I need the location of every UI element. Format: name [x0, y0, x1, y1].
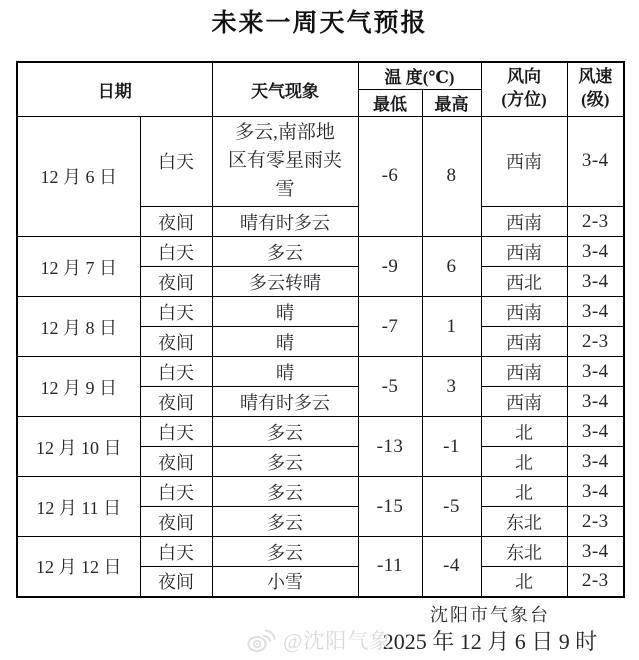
watermark-handle: @沈阳气象 — [283, 629, 392, 653]
temp-max-cell: -4 — [422, 537, 481, 597]
weather-cell: 晴 — [212, 297, 358, 327]
wind-direction-cell: 西南 — [481, 387, 567, 417]
page-title: 未来一周天气预报 — [211, 10, 428, 37]
wind-speed-cell: 3-4 — [567, 237, 624, 267]
header-temperature: 温 度(℃) — [358, 62, 481, 89]
period-cell: 夜间 — [140, 567, 212, 597]
watermark — [246, 625, 391, 655]
date-cell: 12 月 6 日 — [17, 116, 140, 237]
period-cell: 夜间 — [140, 207, 212, 237]
row-dec11-day — [17, 477, 624, 507]
temp-max-cell: -5 — [422, 477, 481, 537]
wind-direction-cell: 北 — [481, 447, 567, 477]
issue-datetime: 2025 年 12 月 6 日 9 时 — [382, 629, 598, 654]
header-wind-direction — [481, 62, 567, 116]
temp-max-cell: 8 — [422, 116, 481, 237]
weather-cell: 多云转晴 — [212, 267, 358, 297]
wind-speed-cell: 2-3 — [567, 567, 624, 597]
weather-cell: 多云 — [212, 477, 358, 507]
wind-speed-cell: 2-3 — [567, 327, 624, 357]
wind-direction-cell: 东北 — [481, 537, 567, 567]
date-cell: 12 月 10 日 — [17, 417, 140, 477]
weather-cell: 多云 — [212, 447, 358, 477]
date-cell: 12 月 8 日 — [17, 297, 140, 357]
temp-min-cell: -6 — [358, 116, 422, 237]
period-cell: 白天 — [140, 237, 212, 267]
period-cell: 夜间 — [140, 327, 212, 357]
weather-cell: 多云 — [212, 507, 358, 537]
header-wind-direction-line1: 风向 — [507, 67, 542, 87]
header-wind-speed-line2: (级) — [581, 90, 610, 110]
temp-min-cell: -5 — [358, 357, 422, 417]
row-dec7-day — [17, 237, 624, 267]
date-cell: 12 月 7 日 — [17, 237, 140, 297]
temp-min-cell: -15 — [358, 477, 422, 537]
wind-direction-cell: 西南 — [481, 116, 567, 207]
period-cell: 夜间 — [140, 447, 212, 477]
period-cell: 白天 — [140, 477, 212, 507]
weather-cell: 晴 — [212, 357, 358, 387]
header-temp-min: 最低 — [358, 89, 422, 116]
wind-speed-cell: 3-4 — [567, 387, 624, 417]
wind-speed-cell: 3-4 — [567, 447, 624, 477]
weather-cell: 小雪 — [212, 567, 358, 597]
period-cell: 白天 — [140, 537, 212, 567]
wind-speed-cell: 3-4 — [567, 297, 624, 327]
wind-direction-cell: 西北 — [481, 267, 567, 297]
wind-speed-cell: 3-4 — [567, 116, 624, 207]
weather-cell: 晴 — [212, 327, 358, 357]
wind-direction-cell: 西南 — [481, 357, 567, 387]
period-cell: 白天 — [140, 357, 212, 387]
weather-cell: 多云 — [212, 537, 358, 567]
header-wind-speed-line1: 风速 — [578, 67, 613, 87]
weather-cell: 晴有时多云 — [212, 207, 358, 237]
wind-speed-cell: 3-4 — [567, 357, 624, 387]
header-phenomenon: 天气现象 — [212, 62, 358, 116]
wind-direction-cell: 西南 — [481, 297, 567, 327]
row-dec8-day — [17, 297, 624, 327]
row-dec10-day — [17, 417, 624, 447]
temp-min-cell: -11 — [358, 537, 422, 597]
forecast-table — [16, 61, 625, 598]
wind-speed-cell: 3-4 — [567, 417, 624, 447]
row-dec6-day — [17, 116, 624, 207]
row-dec9-day — [17, 357, 624, 387]
wind-direction-cell: 西南 — [481, 237, 567, 267]
period-cell: 白天 — [140, 116, 212, 207]
wind-direction-cell: 北 — [481, 477, 567, 507]
temp-max-cell: 6 — [422, 237, 481, 297]
temp-max-cell: -1 — [422, 417, 481, 477]
period-cell: 白天 — [140, 417, 212, 447]
wind-direction-cell: 西南 — [481, 207, 567, 237]
wind-speed-cell: 3-4 — [567, 477, 624, 507]
wind-speed-cell: 2-3 — [567, 207, 624, 237]
period-cell: 夜间 — [140, 507, 212, 537]
wind-speed-cell: 3-4 — [567, 537, 624, 567]
temp-min-cell: -7 — [358, 297, 422, 357]
wind-direction-cell: 东北 — [481, 507, 567, 537]
header-wind-direction-line2: (方位) — [501, 90, 547, 110]
weather-cell: 晴有时多云 — [212, 387, 358, 417]
row-dec12-day — [17, 537, 624, 567]
period-cell: 白天 — [140, 297, 212, 327]
header-wind-speed — [567, 62, 624, 116]
wind-direction-cell: 北 — [481, 567, 567, 597]
date-cell: 12 月 11 日 — [17, 477, 140, 537]
wind-direction-cell: 西南 — [481, 327, 567, 357]
date-cell: 12 月 9 日 — [17, 357, 140, 417]
weather-cell: 多云,南部地区有零星雨夹雪 — [212, 116, 358, 207]
temp-max-cell: 3 — [422, 357, 481, 417]
weather-cell: 多云 — [212, 237, 358, 267]
temp-max-cell: 1 — [422, 297, 481, 357]
temp-min-cell: -13 — [358, 417, 422, 477]
header-date: 日期 — [17, 62, 212, 116]
wind-direction-cell: 北 — [481, 417, 567, 447]
header-temp-max: 最高 — [422, 89, 481, 116]
wind-speed-cell: 2-3 — [567, 507, 624, 537]
table-header-row-1 — [17, 62, 624, 89]
period-cell: 夜间 — [140, 267, 212, 297]
period-cell: 夜间 — [140, 387, 212, 417]
weibo-icon — [246, 627, 276, 654]
issuing-agency: 沈阳市气象台 — [430, 605, 550, 625]
temp-min-cell: -9 — [358, 237, 422, 297]
weather-cell: 多云 — [212, 417, 358, 447]
date-cell: 12 月 12 日 — [17, 537, 140, 597]
wind-speed-cell: 3-4 — [567, 267, 624, 297]
